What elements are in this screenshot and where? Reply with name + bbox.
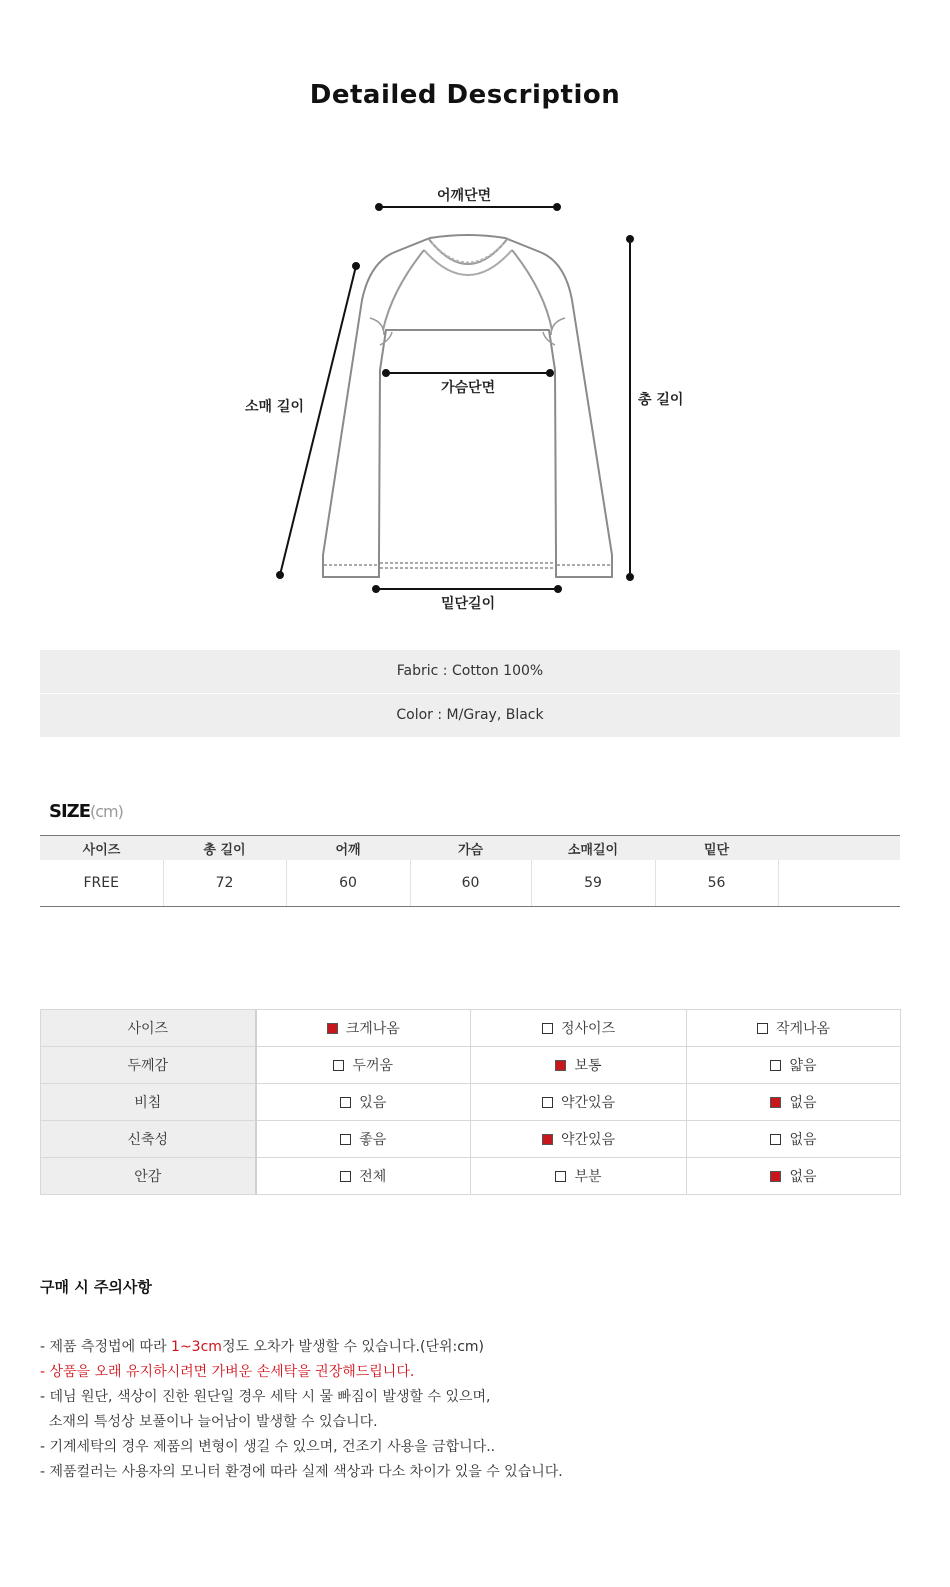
feel-option	[770, 1129, 816, 1149]
feel-option-label: 전체	[359, 1169, 387, 1185]
feel-row-label: 사이즈	[41, 1010, 256, 1047]
feel-row-label: 안감	[41, 1158, 256, 1195]
note-text: - 제품 측정법에 따라	[40, 1339, 172, 1355]
label-sleeve: 소매 길이	[245, 399, 304, 415]
feel-option-cell	[687, 1121, 901, 1158]
table-row	[41, 1158, 901, 1195]
size-cell	[778, 860, 900, 907]
size-header-cell: 어깨	[286, 836, 410, 861]
checked-box-icon	[555, 1060, 566, 1071]
feel-option-label: 있음	[359, 1095, 387, 1111]
empty-box-icon	[757, 1023, 768, 1034]
label-hem: 밑단길이	[441, 596, 496, 612]
label-chest: 가슴단면	[441, 380, 496, 396]
feel-option	[757, 1018, 830, 1038]
feel-option-label: 부분	[574, 1169, 602, 1185]
size-header-cell: 가슴	[410, 836, 531, 861]
feel-option	[542, 1129, 615, 1149]
feel-option-label: 크게나옴	[345, 1021, 400, 1037]
note-text: 정도 오차가 발생할 수 있습니다.(단위:cm)	[221, 1339, 485, 1355]
feel-option-cell	[256, 1084, 471, 1121]
size-title-text: SIZE	[49, 801, 91, 822]
size-header-cell: 총 길이	[163, 836, 286, 861]
feel-option-cell	[687, 1010, 901, 1047]
feel-option-cell	[471, 1121, 687, 1158]
size-cell: 60	[286, 860, 410, 907]
feel-option-cell	[471, 1010, 687, 1047]
feel-option-cell	[256, 1121, 471, 1158]
feel-option-label: 정사이즈	[560, 1021, 616, 1037]
size-title	[49, 801, 123, 822]
note-line-4: 소재의 특성상 보풀이나 늘어남이 발생할 수 있습니다.	[40, 1414, 378, 1430]
feel-option-label: 작게나옴	[775, 1021, 831, 1037]
feel-option-cell	[256, 1010, 471, 1047]
size-cell: 72	[163, 860, 286, 907]
empty-box-icon	[340, 1097, 351, 1108]
empty-box-icon	[340, 1134, 351, 1145]
note-line-1	[40, 1336, 484, 1356]
notes-title: 구매 시 주의사항	[40, 1278, 152, 1296]
feel-option-cell	[687, 1158, 901, 1195]
empty-box-icon	[542, 1097, 553, 1108]
feel-option-label: 없음	[789, 1095, 817, 1111]
size-header-cell: 사이즈	[40, 836, 163, 861]
size-table-header	[40, 836, 900, 861]
feel-row-label: 두께감	[41, 1047, 256, 1084]
size-table	[40, 835, 900, 907]
feel-option-label: 좋음	[359, 1132, 387, 1148]
color-info: Color : M/Gray, Black	[40, 694, 900, 737]
fabric-info: Fabric : Cotton 100%	[40, 650, 900, 693]
checked-box-icon	[770, 1171, 781, 1182]
feel-option-cell	[256, 1047, 471, 1084]
table-row	[41, 1084, 901, 1121]
feel-option	[340, 1129, 386, 1149]
empty-box-icon	[542, 1023, 553, 1034]
note-line-5: - 기계세탁의 경우 제품의 변형이 생길 수 있으며, 건조기 사용을 금합니다..	[40, 1439, 496, 1455]
empty-box-icon	[340, 1171, 351, 1182]
table-row	[41, 1010, 901, 1047]
feel-option-label: 없음	[789, 1169, 817, 1185]
feel-option	[542, 1092, 615, 1112]
feel-option-label: 두꺼움	[352, 1058, 394, 1074]
note-highlight: 1~3cm	[171, 1339, 222, 1355]
size-cell: FREE	[40, 860, 163, 907]
size-header-cell	[778, 836, 900, 861]
checked-box-icon	[327, 1023, 338, 1034]
empty-box-icon	[770, 1134, 781, 1145]
feel-option	[340, 1166, 386, 1186]
size-unit: (cm)	[90, 802, 123, 821]
feel-option	[770, 1166, 816, 1186]
empty-box-icon	[770, 1060, 781, 1071]
feel-option-cell	[256, 1158, 471, 1195]
size-cell: 56	[655, 860, 778, 907]
feel-option	[555, 1166, 601, 1186]
feel-option	[333, 1055, 393, 1075]
label-total-length: 총 길이	[638, 392, 684, 408]
note-line-3: - 데님 원단, 색상이 진한 원단일 경우 세탁 시 물 빠짐이 발생할 수 있으며,	[40, 1389, 491, 1405]
feel-row-label: 신축성	[41, 1121, 256, 1158]
size-cell: 59	[531, 860, 655, 907]
feel-option-label: 없음	[789, 1132, 817, 1148]
sweatshirt-illustration	[323, 235, 612, 577]
note-line-6: - 제품컬러는 사용자의 모니터 환경에 따라 실제 색상과 다소 차이가 있을 수 있습니다.	[40, 1464, 563, 1480]
size-header-cell: 소매길이	[531, 836, 655, 861]
empty-box-icon	[333, 1060, 344, 1071]
feel-option	[542, 1018, 615, 1038]
note-line-2: - 상품을 오래 유지하시려면 가벼운 손세탁을 권장해드립니다.	[40, 1364, 415, 1380]
feel-option	[770, 1055, 816, 1075]
size-header-cell: 밑단	[655, 836, 778, 861]
feel-option-cell	[687, 1047, 901, 1084]
garment-diagram	[0, 0, 950, 640]
feel-option-cell	[471, 1047, 687, 1084]
empty-box-icon	[555, 1171, 566, 1182]
feel-option	[555, 1055, 601, 1075]
size-cell: 60	[410, 860, 531, 907]
checked-box-icon	[770, 1097, 781, 1108]
page-title: Detailed Description	[309, 80, 621, 110]
feel-option-cell	[687, 1084, 901, 1121]
label-shoulder: 어깨단면	[437, 188, 492, 204]
feel-row-label: 비침	[41, 1084, 256, 1121]
feel-option-label: 보통	[574, 1058, 602, 1074]
feel-option-cell	[471, 1158, 687, 1195]
table-row	[41, 1047, 901, 1084]
feel-option-label: 얇음	[789, 1058, 817, 1074]
checked-box-icon	[542, 1134, 553, 1145]
feel-option	[770, 1092, 816, 1112]
feel-table	[40, 1009, 901, 1195]
feel-option	[327, 1018, 400, 1038]
feel-option	[340, 1092, 386, 1112]
feel-option-label: 약간있음	[560, 1095, 616, 1111]
feel-option-label: 약간있음	[560, 1132, 616, 1148]
table-row	[40, 860, 900, 907]
table-row	[41, 1121, 901, 1158]
feel-option-cell	[471, 1084, 687, 1121]
